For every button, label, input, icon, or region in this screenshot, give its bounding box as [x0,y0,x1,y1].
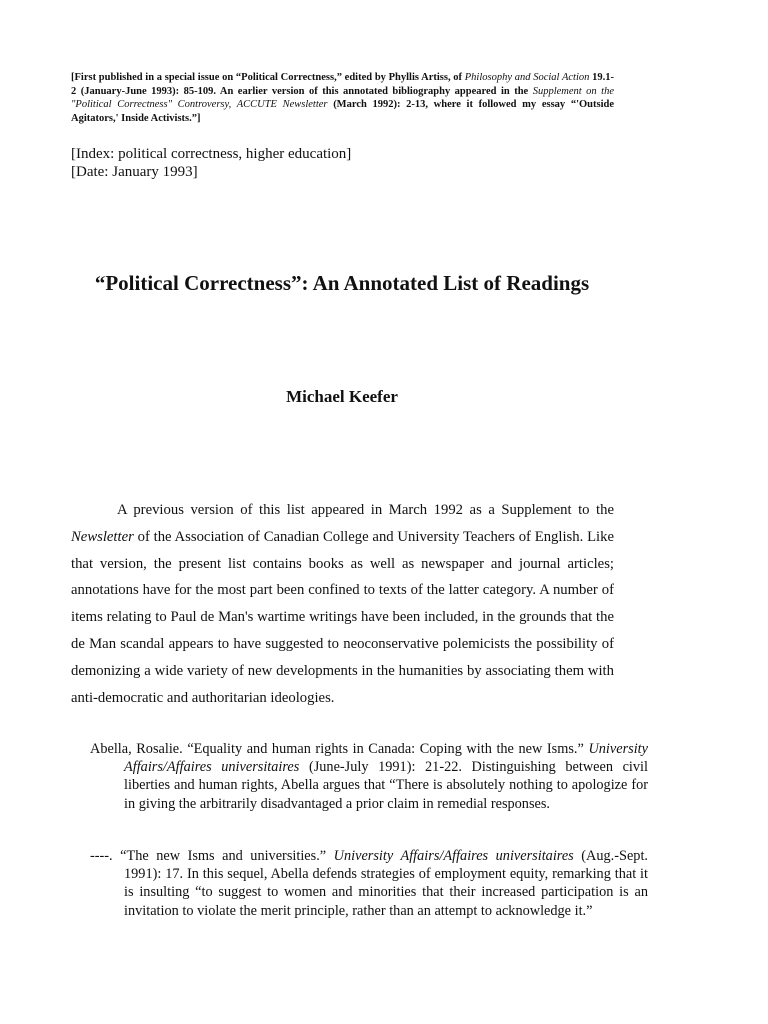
index-line: [Index: political correctness, higher education] [71,146,352,162]
journal-title: Philosophy and Social Action [464,72,590,83]
publication-note [71,71,614,125]
publication-note-text: 19.1-2 (January-June 1993): 85-109. An earlier version of this annotated bibliography appeared in the [71,72,615,97]
supplement-title: Supplement on the "Political Correctness" Controversy, ACCUTE Newsletter [71,85,614,111]
bibliography-entry [90,847,648,920]
publication-note-text: [First published in a special issue on “Political Correctness,” edited by Phyllis Artiss, of [71,72,465,83]
intro-text: A previous version of this list appeared in March 1992 as a Supplement to the [117,502,614,518]
publication-note-text: (March 1992): 2-13, where it followed my essay “'Outside Agitators,' Inside Activists.”] [71,99,614,124]
entry-source: University Affairs/Affaires universitaires [333,848,574,864]
entry-annotation: (June-July 1991): 21-22. Distinguishing between civil liberties and human rights, Abella argues that “There is absolutely nothing to apologize for in giving the arbitrarily disadvantaged a prior claim in remedial responses. [124,759,648,812]
newsletter-title: Newsletter [71,528,134,545]
bibliography-entry [90,740,648,813]
date-line: [Date: January 1993] [71,164,198,180]
entry-lead: ----. “The new Isms and universities.” [90,848,334,864]
entry-source: University Affairs/Affaires universitaires [124,741,648,776]
intro-paragraph [71,497,614,711]
entry-annotation: (Aug.-Sept. 1991): 17. In this sequel, Abella defends strategies of employment equity, remarking that it is insulting “to suggest to women and minorities that their increased participation is an invitation to violate the merit principle, rather than an attempt to acknowledge it.” [124,848,648,919]
author-name: Michael Keefer [286,387,398,406]
entry-lead: Abella, Rosalie. “Equality and human rights in Canada: Coping with the new Isms.” [90,741,589,757]
document-title: “Political Correctness”: An Annotated List of Readings [94,271,590,295]
intro-text: of the Association of Canadian College and University Teachers of English. Like that version, the present list contains books as well as newspaper and journal articles; annotations have for the most part been confined to texts of the latter category. A number of items relating to Paul de Man's wartime writings have been included, in the grounds that the de Man scandal appears to have suggested to neoconservative polemicists the possibility of demonizing a wide variety of new developments in the humanities by associating them with anti-democratic and authoritarian ideologies. [71,528,614,706]
